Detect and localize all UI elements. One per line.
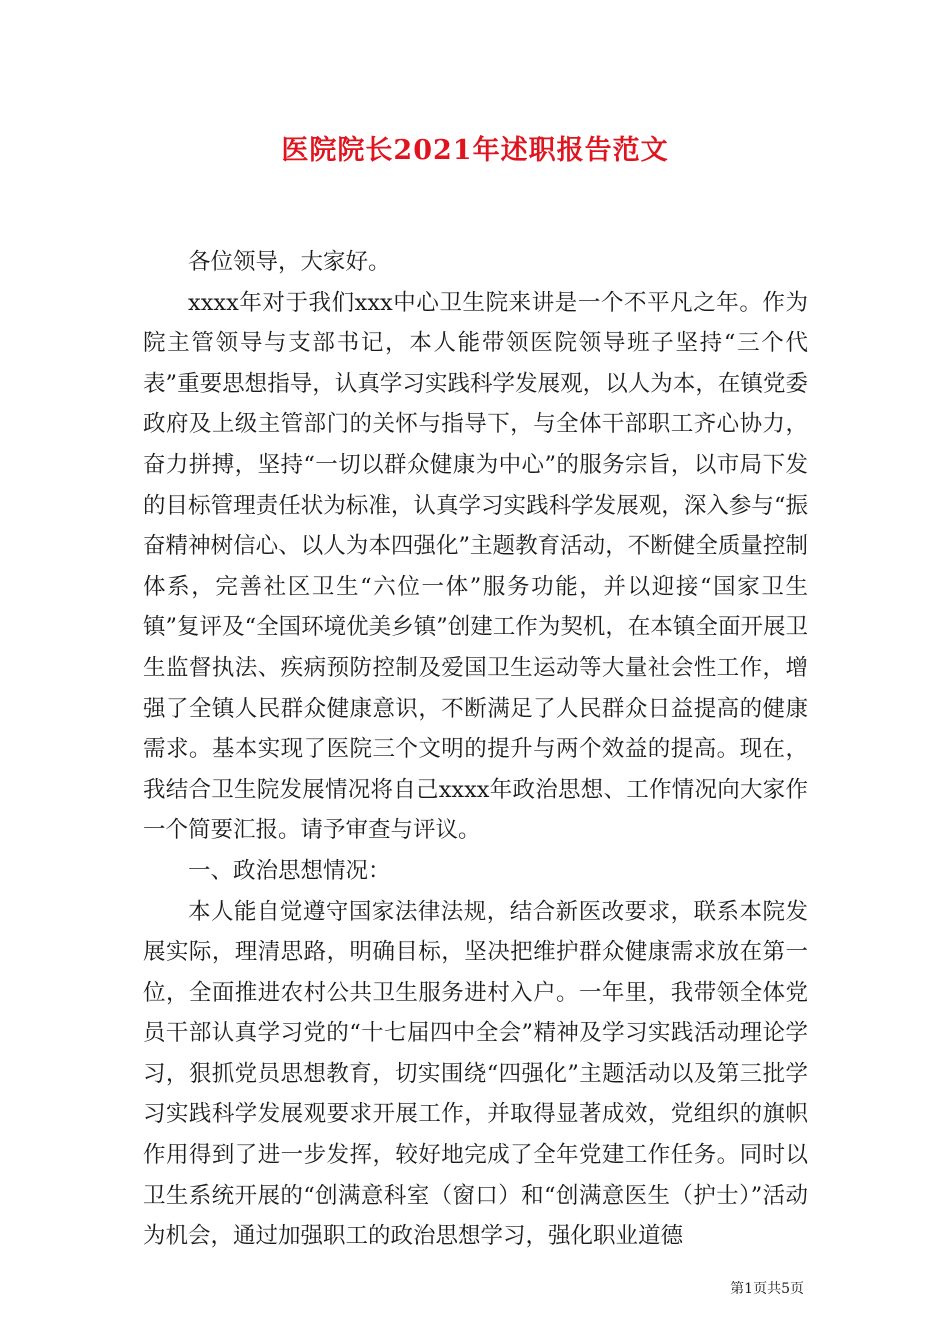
paragraph-intro: xxxx年对于我们xxx中心卫生院来讲是一个不平凡之年。作为院主管领导与支部书记，本人能带领医院领导班子坚持“三个代表”重要思想指导，认真学习实践科学发展观，以人为本，在镇党委政府及上级主管部门的关怀与指导下，与全体干部职工齐心协力，奋力拼搏，坚持“一切以群众健康为中心”的服务宗旨，以市局下发的目标管理责任状为标准，认真学习实践科学发展观，深入参与“振奋精神树信心、以人为本四强化”主题教育活动，不断健全质量控制体系，完善社区卫生“六位一体”服务功能，并以迎接“国家卫生镇”复评及“全国环境优美乡镇”创建工作为契机，在本镇全面开展卫生监督执法、疾病预防控制及爱国卫生运动等大量社会性工作，增强了全镇人民群众健康意识，不断满足了人民群众日益提高的健康需求。基本实现了医院三个文明的提升与两个效益的提高。现在，我结合卫生院发展情况将自己xxxx年政治思想、工作情况向大家作一个简要汇报。请予审查与评议。 (143, 289, 808, 844)
paragraph-political: 本人能自觉遵守国家法律法规，结合新医改要求，联系本院发展实际，理清思路，明确目标，坚决把维护群众健康需求放在第一位，全面推进农村公共卫生服务进村入户。一年里，我带领全体党员干部认真学习党的“十七届四中全会”精神及学习实践活动理论学习，狠抓党员思想教育，切实围绕“四强化”主题活动以及第三批学习实践科学发展观要求开展工作，并取得显著成效，党组织的旗帜作用得到了进一步发挥，较好地完成了全年党建工作任务。同时以卫生系统开展的“创满意科室（窗口）和“创满意医生（护士）”活动为机会，通过加强职工的政治思想学习，强化职业道德 (143, 898, 808, 1250)
document-title: 医院院长2021年述职报告范文 (281, 135, 669, 166)
paragraph-greeting: 各位领导，大家好。 (188, 249, 391, 275)
page-number: 第1页共5页 (730, 1281, 804, 1297)
section-heading-political: 一、政治思想情况： (188, 857, 391, 884)
document-body (143, 242, 808, 1257)
